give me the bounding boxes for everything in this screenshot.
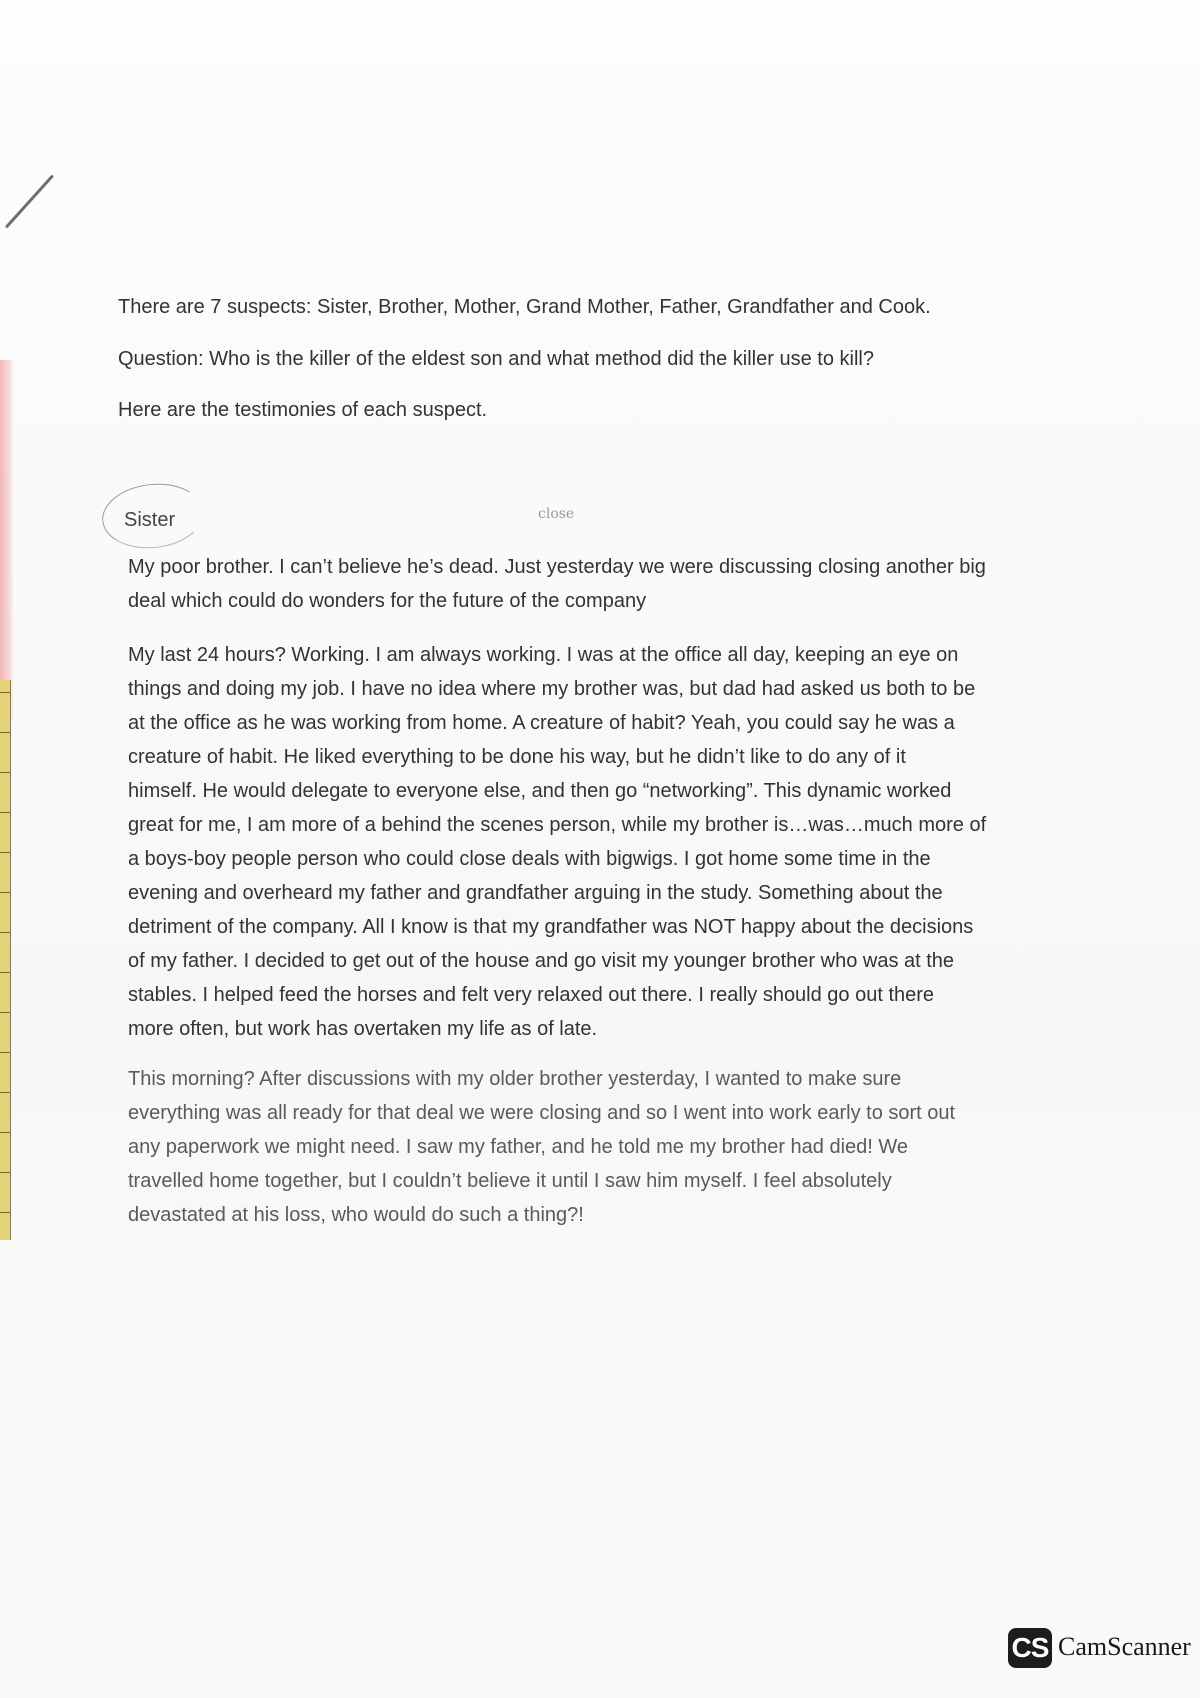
question-line: Question: Who is the killer of the eldest son and what method did the killer use to kill?	[118, 348, 874, 370]
paragraph-line: creature of habit. He liked everything to be done his way, but he didn’t like to do any of it	[128, 746, 906, 768]
sister-paragraph-2	[128, 638, 1108, 1046]
paragraph-line: everything was all ready for that deal we were closing and so I went into work early to sort out	[128, 1102, 956, 1124]
paragraph-line: detriment of the company. All I know is that my grandfather was NOT happy about the decisions	[128, 916, 974, 938]
sister-paragraph-1	[128, 550, 1108, 618]
ruler-tick	[0, 1012, 10, 1013]
paragraph-line: travelled home together, but I couldn’t believe it until I saw him myself. I feel absolutely	[128, 1170, 892, 1192]
sister-paragraph-3	[128, 1062, 1108, 1232]
paragraph-line: a boys-boy people person who could close deals with bigwigs. I got home some time in the	[128, 848, 931, 870]
camscanner-logo: CS	[1008, 1628, 1052, 1668]
ruler-tick	[0, 772, 10, 773]
ruler-tick	[0, 892, 10, 893]
margin-note: close	[538, 506, 575, 522]
paragraph-line: himself. He would delegate to everyone else, and then go “networking”. This dynamic worked	[128, 780, 952, 802]
paragraph-line: great for me, I am more of a behind the scenes person, while my brother is…was…much more of	[128, 814, 987, 836]
paragraph-line: stables. I helped feed the horses and felt very relaxed out there. I really should go out there	[128, 984, 935, 1006]
ruler-tick	[0, 812, 10, 813]
paragraph-line: of my father. I decided to get out of the house and go visit my younger brother who was at the	[128, 950, 955, 972]
ruler-tick	[0, 1212, 10, 1213]
ruler-tick	[0, 1092, 10, 1093]
paragraph-line: This morning? After discussions with my older brother yesterday, I wanted to make sure	[128, 1068, 902, 1090]
paragraph-line: any paperwork we might need. I saw my father, and he told me my brother had died! We	[128, 1136, 909, 1158]
ruler-tick	[0, 932, 10, 933]
testimonies-line: Here are the testimonies of each suspect.	[118, 399, 488, 421]
ruler-tick	[0, 1132, 10, 1133]
ruler-tick	[0, 692, 10, 693]
ruler-tick	[0, 1172, 10, 1173]
page-edge-pink	[0, 360, 14, 720]
paragraph-line: My poor brother. I can’t believe he’s dead. Just yesterday we were discussing closing another big	[128, 556, 986, 578]
paragraph-line: at the office as he was working from home. A creature of habit? Yeah, you could say he was a	[128, 712, 955, 734]
ruler-tick	[0, 732, 10, 733]
suspect-heading-sister: Sister	[124, 509, 176, 531]
ruler-tick	[0, 972, 10, 973]
pen-mark	[5, 174, 54, 228]
paragraph-line: more often, but work has overtaken my life as of late.	[128, 1018, 598, 1040]
paragraph-line: deal which could do wonders for the future of the company	[128, 590, 647, 612]
suspects-line: There are 7 suspects: Sister, Brother, Mother, Grand Mother, Father, Grandfather and Cook.	[118, 296, 931, 318]
ruler-tick	[0, 1052, 10, 1053]
paragraph-line: My last 24 hours? Working. I am always working. I was at the office all day, keeping an eye on	[128, 644, 959, 666]
paragraph-line: devastated at his loss, who would do such a thing?!	[128, 1204, 584, 1226]
ruler-tick	[0, 852, 10, 853]
page-edge-ruler	[0, 680, 11, 1240]
camscanner-watermark: CamScanner	[1058, 1632, 1191, 1661]
paragraph-line: things and doing my job. I have no idea where my brother was, but dad had asked us both to be	[128, 678, 976, 700]
paragraph-line: evening and overheard my father and grandfather arguing in the study. Something about the	[128, 882, 943, 904]
